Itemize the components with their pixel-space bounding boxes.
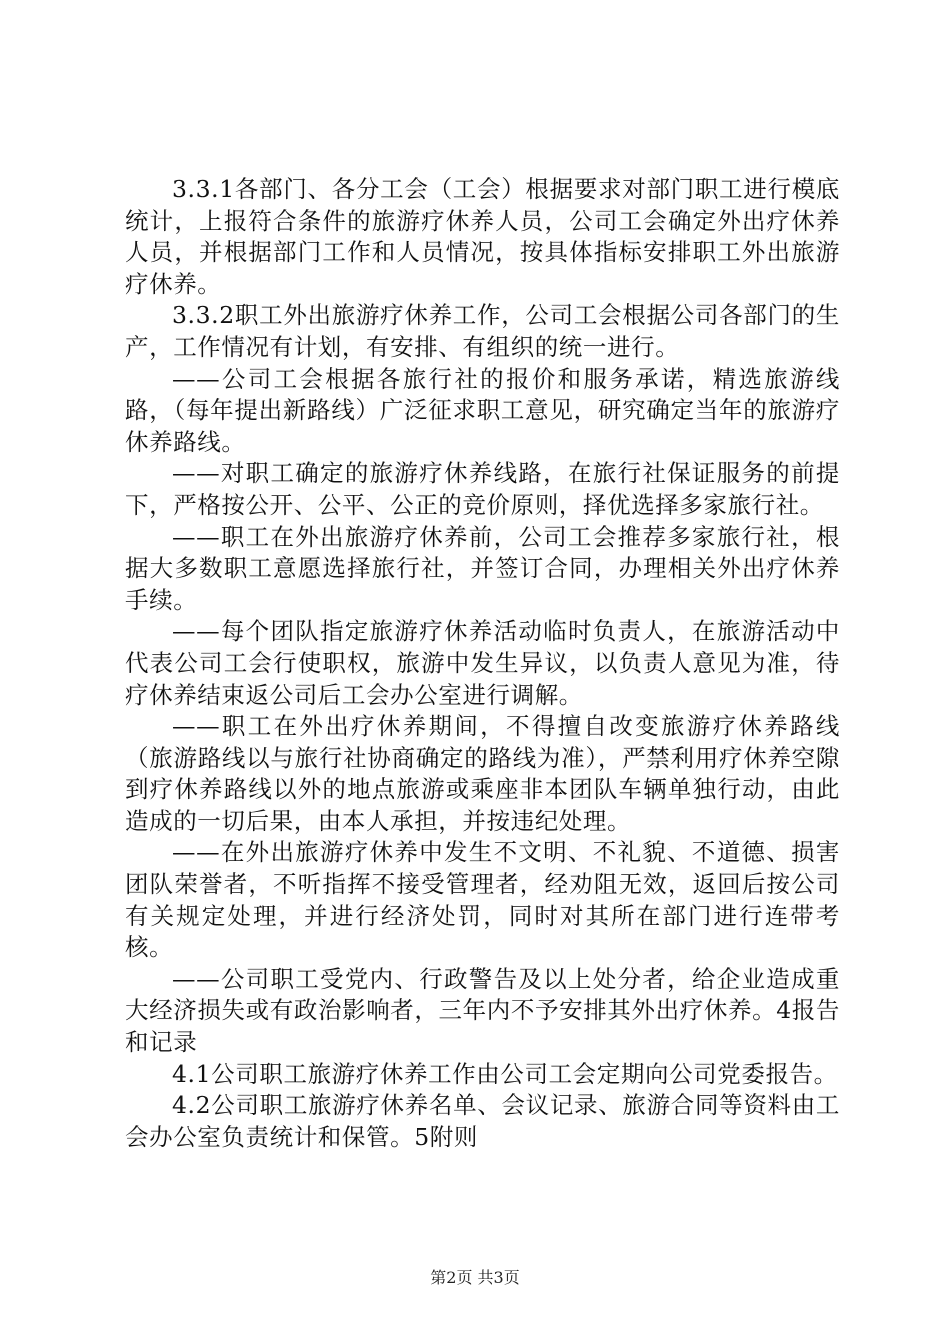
paragraph-agency-contract: ——职工在外出旅游疗休养前，公司工会推荐多家旅行社，根据大多数职工意愿选择旅行社，并签订合同，办理相关外出疗休养手续。: [125, 522, 840, 614]
paragraph-4-1: 4.1公司职工旅游疗休养工作由公司工会定期向公司党委报告。: [172, 1059, 838, 1088]
paragraph-agency-bidding: ——对职工确定的旅游疗休养线路，在旅行社保证服务的前提下，严格按公开、公平、公正的竞价原则，择优选择多家旅行社。: [125, 459, 840, 519]
paragraph-4-2: 4.2公司职工旅游疗休养名单、会议记录、旅游合同等资料由工会办公室负责统计和保管。5附则: [125, 1091, 840, 1151]
paragraph-conduct-penalty: ——在外出旅游疗休养中发生不文明、不礼貌、不道德、损害团队荣誉者，不听指挥不接受管理者，经劝阻无效，返回后按公司有关规定处理，并进行经济处罚，同时对其所在部门进行连带考核。: [125, 838, 840, 962]
paragraph-disqualification: ——公司职工受党内、行政警告及以上处分者，给企业造成重大经济损失或有政治影响者，三年内不予安排其外出疗休养。4报告和记录: [125, 964, 840, 1057]
paragraph-team-leader: ——每个团队指定旅游疗休养活动临时负责人，在旅游活动中代表公司工会行使职权，旅游中发生异议，以负责人意见为准，待疗休养结束返公司后工会办公室进行调解。: [125, 617, 840, 709]
paragraph-route-discipline: ——职工在外出疗休养期间，不得擅自改变旅游疗休养路线（旅游路线以与旅行社协商确定的路线为准），严禁利用疗休养空隙到疗休养路线以外的地点旅游或乘座非本团队车辆单独行动，由此造成的一切后果，由本人承担，并按违纪处理。: [125, 712, 840, 835]
paragraph-3-3-2: 3.3.2职工外出旅游疗休养工作，公司工会根据公司各部门的生产，工作情况有计划，有安排、有组织的统一进行。: [125, 301, 840, 361]
document-body: [125, 174, 840, 1153]
page-number-footer: 第2页 共3页: [430, 1268, 520, 1287]
paragraph-3-3-1: 3.3.1各部门、各分工会（工会）根据要求对部门职工进行模底统计，上报符合条件的旅游疗休养人员，公司工会确定外出疗休养人员，并根据部门工作和人员情况，按具体指标安排职工外出旅游疗休养。: [125, 175, 840, 298]
paragraph-route-selection: ——公司工会根据各旅行社的报价和服务承诺，精选旅游线路，（每年提出新路线）广泛征求职工意见，研究确定当年的旅游疗休养路线。: [125, 364, 840, 456]
